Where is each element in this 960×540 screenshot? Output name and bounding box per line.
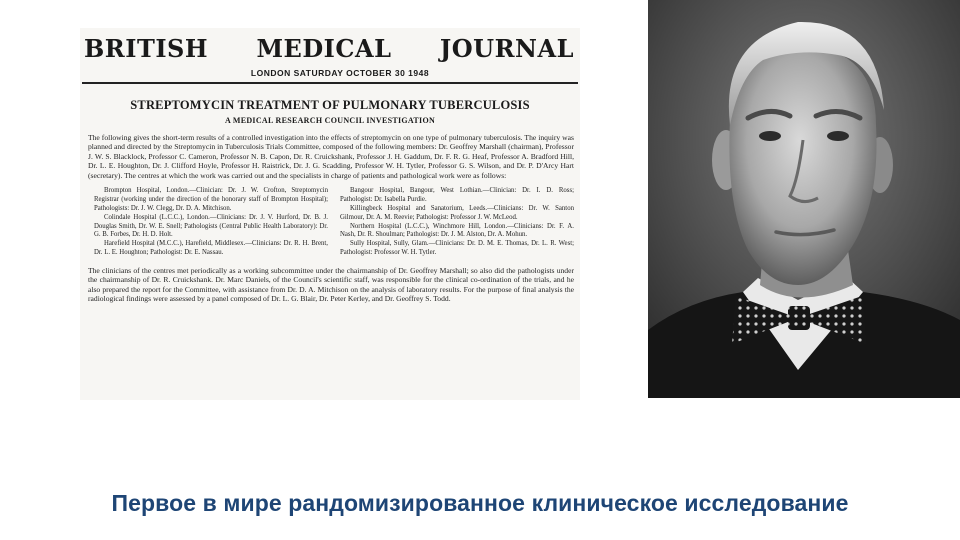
right-eye: [827, 131, 849, 141]
centre-entry: Brompton Hospital, London.—Clinician: Dr. J. W. Crofton, Streptomycin Registrar (working under the direction of the honorary staff of Brompton Hospital); Pathologists: Dr. J. W. Clegg, Dr. D. A. Mitchison.: [94, 187, 328, 213]
centres-right-column: [340, 187, 574, 257]
masthead-word-medical: MEDICAL: [256, 34, 392, 63]
centre-entry: Northern Hospital (L.C.C.), Winchmore Hill, London.—Clinicians: Dr. F. A. Nash, Dr. R. Shoulman; Pathologist: Dr. J. M. Alston, Dr. A. Mohun.: [340, 222, 574, 239]
portrait-photo: [648, 0, 960, 398]
centre-entry: Bangour Hospital, Bangour, West Lothian.—Clinician: Dr. I. D. Ross; Pathologist: Dr. Isabella Purdie.: [340, 187, 574, 204]
closing-paragraph: The clinicians of the centres met periodically as a working subcommittee under the chairmanship of Dr. Geoffrey Marshall; so also did the pathologists under the chairmanship of Dr. R. Cruickshank. Dr. Marc Daniels, of the Council's scientific staff, was responsible for the clinical co-ordination of the trials, and he also prepared the report for the Committee, with assistance from Dr. D. A. Mitchison on the analysis of laboratory results. For the purpose of final analysis the radiological findings were assessed by a panel composed of Dr. L. G. Blair, Dr. Peter Kerley, and Dr. Geoffrey S. Todd.: [88, 265, 574, 304]
centre-entry: Killingbeck Hospital and Sanatorium, Leeds.—Clinicians: Dr. W. Santon Gilmour, Dr. A. M. Reevie; Pathologist: Professor J. W. McLeod.: [340, 205, 574, 221]
intro-paragraph: The following gives the short-term results of a controlled investigation into the effects of streptomycin on one type of pulmonary tuberculosis. The inquiry was planned and directed by the Streptomycin in Tuberculosis Trials Committee, composed of the following members: Dr. Geoffrey Marshall (chairman), Professor J. W. S. Blacklock, Professor C. Cameron, Professor N. B. Capon, Dr. R. Cruickshank, Professor J. H. Gaddum, Dr. F. R. G. Heaf, Professor A. Bradford Hill, Dr. L. E. Houghton, Dr. J. Clifford Hoyle, Professor H. Raistrick, Dr. J. G. Scadding, Professor W. H. Tytler, Professor G. S. Wilson, and Dr. P. D'Arcy Hart (secretary). The centres at which the work was carried out and the specialists in charge of patients and pathological work were as follows:: [88, 132, 574, 180]
left-eye: [759, 131, 781, 141]
centre-entry: Harefield Hospital (M.C.C.), Harefield, Middlesex.—Clinicians: Dr. R. H. Brent, Dr. L. E. Houghton; Pathologist: Dr. E. Nassau.: [94, 240, 328, 257]
masthead-word-british: BRITISH: [84, 34, 209, 63]
centre-entry: Sully Hospital, Sully, Glam.—Clinicians: Dr. D. M. E. Thomas, Dr. L. R. West; Pathologist: Professor W. H. Tytler.: [340, 240, 574, 257]
portrait-illustration: [648, 0, 960, 398]
article-subtitle: A MEDICAL RESEARCH COUNCIL INVESTIGATION: [224, 115, 436, 125]
article-title: STREPTOMYCIN TREATMENT OF PULMONARY TUBERCULOSIS: [130, 97, 530, 112]
masthead-rule: [82, 82, 578, 84]
slide-caption: Первое в мире рандомизированное клиническое исследование: [111, 490, 849, 516]
journal-dateline: LONDON SATURDAY OCTOBER 30 1948: [250, 68, 430, 78]
journal-masthead: [84, 34, 574, 63]
centre-entry: Colindale Hospital (L.C.C.), London.—Clinicians: Dr. J. V. Hurford, Dr. B. J. Douglas Smith, Dr. W. E. Snell; Pathologists (Central Public Health Laboratory): Dr. G. B. Forbes, Dr. H. D. Holt.: [94, 213, 328, 239]
journal-page-scan: [80, 28, 580, 400]
bow-tie-knot: [788, 306, 810, 330]
centres-columns: [94, 187, 574, 257]
centres-left-column: [94, 187, 328, 257]
masthead-word-journal: JOURNAL: [439, 34, 574, 63]
